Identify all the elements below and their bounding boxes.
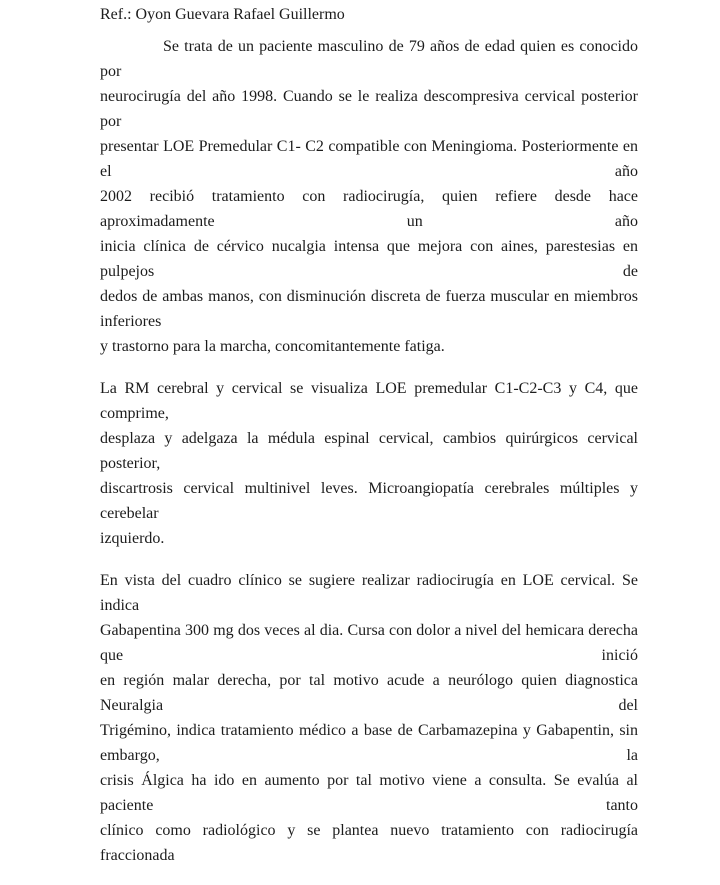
text-line: En vista del cuadro clínico se sugiere realizar radiocirugía en LOE cervical. Se indica — [100, 572, 638, 614]
text-line: neurocirugía del año 1998. Cuando se le realiza descompresiva cervical posterior por — [100, 88, 638, 130]
document-body — [100, 34, 638, 868]
text-line: clínico como radiológico y se plantea nuevo tratamiento con radiocirugía fraccionada — [100, 822, 638, 864]
paragraph — [100, 568, 638, 868]
text-line: inicia clínica de cérvico nucalgia intensa que mejora con aines, parestesias en pulpejos de — [100, 238, 638, 280]
paragraph — [100, 34, 638, 359]
text-line: 2002 recibió tratamiento con radiocirugía, quien refiere desde hace aproximadamente un año — [100, 188, 638, 230]
text-line: izquierdo. — [100, 530, 165, 547]
text-line: discartrosis cervical multinivel leves. Microangiopatía cerebrales múltiples y cerebelar — [100, 480, 638, 522]
text-line: crisis Álgica ha ido en aumento por tal motivo viene a consulta. Se evalúa al paciente tanto — [100, 772, 638, 814]
text-line: presentar LOE Premedular C1- C2 compatible con Meningioma. Posteriormente en el año — [100, 138, 638, 180]
text-line: dedos de ambas manos, con disminución discreta de fuerza muscular en miembros inferiores — [100, 288, 638, 330]
text-line: desplaza y adelgaza la médula espinal cervical, cambios quirúrgicos cervical posterior, — [100, 430, 638, 472]
text-line: Gabapentina 300 mg dos veces al dia. Cursa con dolor a nivel del hemicara derecha que inició — [100, 622, 638, 664]
text-line: Trigémino, indica tratamiento médico a base de Carbamazepina y Gabapentin, sin embargo, la — [100, 722, 638, 764]
text-line: en región malar derecha, por tal motivo acude a neurólogo quien diagnostica Neuralgia del — [100, 672, 638, 714]
paragraph — [100, 376, 638, 551]
text-line: y trastorno para la marcha, concomitantemente fatiga. — [100, 338, 445, 355]
text-line: Se trata de un paciente masculino de 79 años de edad quien es conocido por — [100, 38, 638, 80]
text-line: La RM cerebral y cervical se visualiza LOE premedular C1-C2-C3 y C4, que comprime, — [100, 380, 638, 422]
document-page — [100, 2, 638, 885]
reference-line: Ref.: Oyon Guevara Rafael Guillermo — [100, 6, 345, 23]
